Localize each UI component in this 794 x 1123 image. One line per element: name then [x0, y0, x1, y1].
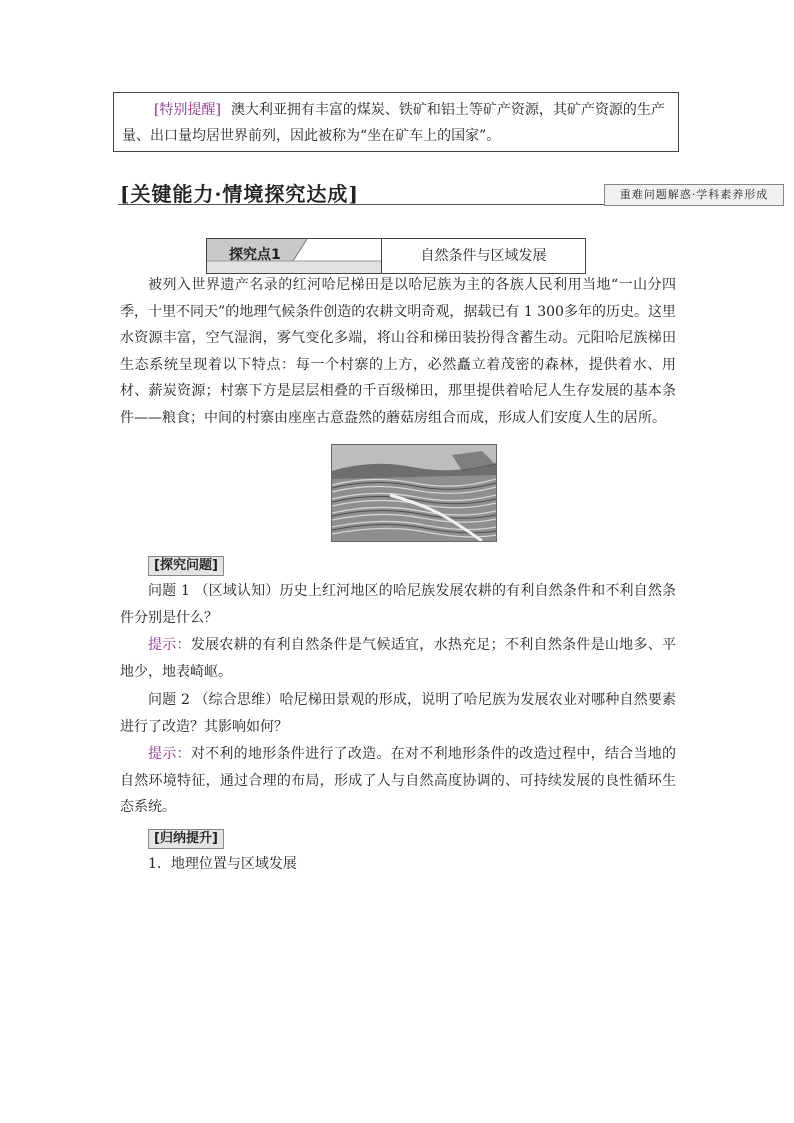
hint-2-label: 提示： [148, 746, 191, 762]
hint-2 [120, 741, 676, 821]
probe-label: 探究点1 [229, 247, 281, 263]
probe-point-header [206, 238, 586, 274]
special-reminder-tag: [特别提醒] [154, 102, 221, 118]
hint-2-text: 对不利的地形条件进行了改造。在对不利地形条件的改造过程中，结合当地的自然环境特征，通过合理的布局，形成了人与自然高度协调的、可持续发展的良性循环生态系统。 [120, 746, 677, 815]
hani-terrace-photo [331, 444, 497, 542]
hani-terraces-passage: 被列入世界遗产名录的红河哈尼梯田是以哈尼族为主的各族人民利用当地“一山分四季，十里不同天”的地理气候条件创造的农耕文明奇观，据载已有 1 300多年的历史。这里水资源丰富，空气湿润，雾气变化多端，将山谷和梯田装扮得含蓄生动。元阳哈尼族梯田生态系统呈现着以下特点：每一个村寨的上方，必然矗立着茂密的森林，提供着水、用材、薪炭资源；村寨下方是层层相叠的千百级梯田，那里提供着哈尼人生存发展的基本条件——粮食；中间的村寨由座座古意盎然的蘑菇房组合而成，形成人们安度人生的居所。 [120, 277, 676, 426]
section-title: [ 关键能力·情境探究达成 ] [120, 178, 359, 207]
special-reminder-box [113, 92, 679, 152]
summary-item-1: 1．地理位置与区域发展 [148, 856, 297, 872]
hint-1-label: 提示： [148, 637, 191, 653]
probe-topic: 自然条件与区域发展 [420, 248, 547, 264]
question-2: 问题 2 （综合思维）哈尼梯田景观的形成，说明了哈尼族为发展农业对哪种自然要素进行了改造？其影响如何？ [120, 692, 676, 735]
hint-1-text: 发展农耕的有利自然条件是气候适宜，水热充足；不利自然条件是山地多、平地少，地表崎岖。 [120, 637, 677, 680]
section-title-rule [118, 204, 608, 205]
terrace-landscape-image [332, 445, 496, 541]
summary-tag: [归纳提升] [148, 829, 224, 849]
inquiry-questions-tag: [探究问题] [148, 556, 224, 576]
probe-label-cell [207, 239, 382, 273]
special-reminder-text: 澳大利亚拥有丰富的煤炭、铁矿和铝土等矿产资源，其矿产资源的生产量、出口量均居世界前列，因此被称为“坐在矿车上的国家”。 [122, 102, 665, 144]
question-1: 问题 1 （区域认知）历史上红河地区的哈尼族发展农耕的有利自然条件和不利自然条件分别是什么？ [120, 583, 676, 626]
section-badge: 重难问题解惑·学科素养形成 [604, 184, 784, 206]
hint-1 [120, 632, 676, 685]
